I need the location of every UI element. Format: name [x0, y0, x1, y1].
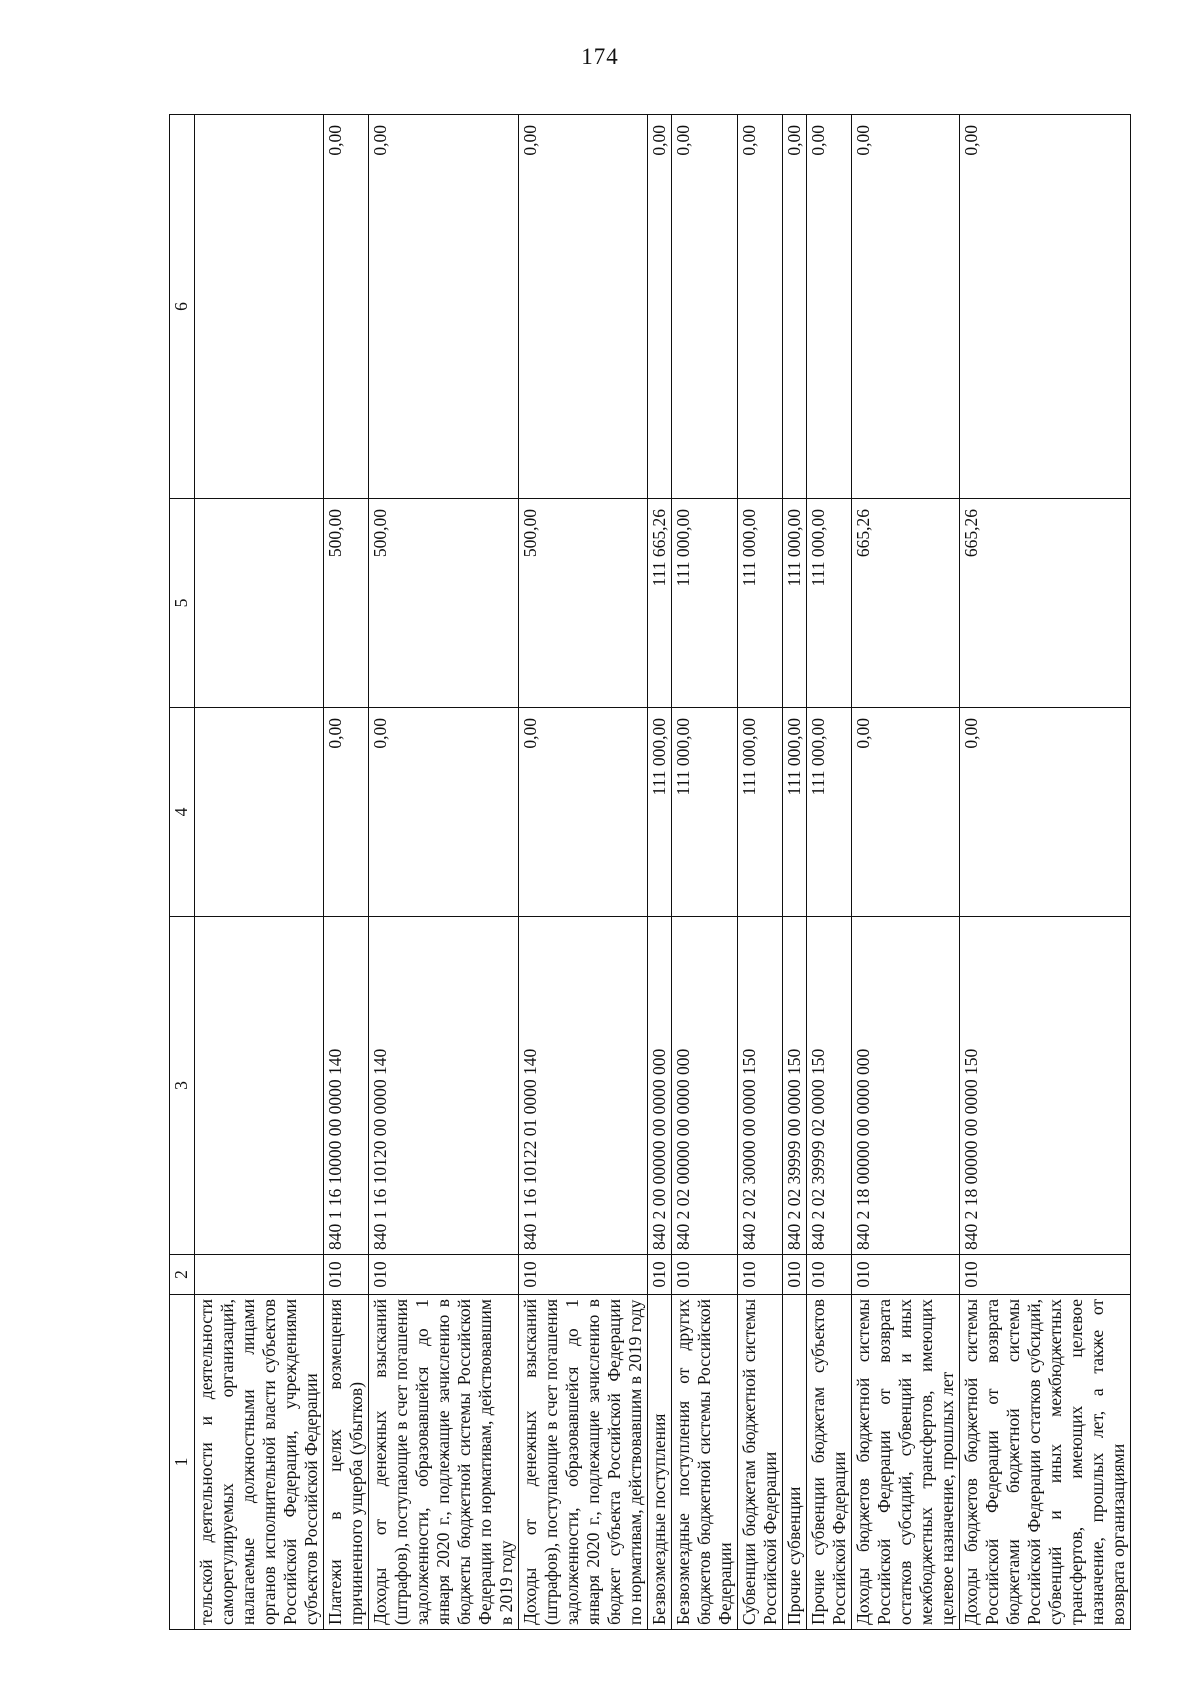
table-row: [369, 115, 519, 1630]
row-col4-value: 0,00: [369, 708, 519, 917]
row-admin-code: 010: [369, 1255, 519, 1295]
row-budget-code: [195, 917, 324, 1255]
row-admin-code: 010: [783, 1255, 807, 1295]
row-budget-code: 840 2 02 39999 00 0000 150: [783, 917, 807, 1255]
row-col5-value: [195, 499, 324, 708]
row-name: Доходы бюджетов бюджетной системы Российской Федерации от возврата бюджетами бюджетной системы Российской Федерации остатков субсидий, субвенций и иных межбюджетных трансфертов, имеющих целевое назначение, прошлых лет, а также от возврата организациями: [960, 1295, 1131, 1630]
row-admin-code: [195, 1255, 324, 1295]
row-name: Безвозмездные поступления: [648, 1295, 672, 1630]
row-col5-value: 500,00: [369, 499, 519, 708]
row-budget-code: 840 2 02 30000 00 0000 150: [738, 917, 783, 1255]
row-col4-value: 0,00: [960, 708, 1131, 917]
row-col5-value: 111 665,26: [648, 499, 672, 708]
row-budget-code: 840 2 02 00000 00 0000 000: [672, 917, 738, 1255]
row-col4-value: 0,00: [519, 708, 648, 917]
table-row: [195, 115, 324, 1630]
row-col6-value: 0,00: [324, 115, 369, 499]
row-name: Доходы от денежных взысканий (штрафов), поступающие в счет погашения задолженности, образовавшейся до 1 января 2020 г., подлежащие зачислению в бюджеты бюджетной системы Российской Федерации по нормативам, действовавшим в 2019 году: [369, 1295, 519, 1630]
table-row: [960, 115, 1131, 1630]
row-budget-code: 840 1 16 10122 01 0000 140: [519, 917, 648, 1255]
row-budget-code: 840 2 18 00000 00 0000 000: [852, 917, 960, 1255]
row-col5-value: 500,00: [324, 499, 369, 708]
table-row: [783, 115, 807, 1630]
row-name: Субвенции бюджетам бюджетной системы Российской Федерации: [738, 1295, 783, 1630]
row-admin-code: 010: [672, 1255, 738, 1295]
row-col6-value: 0,00: [738, 115, 783, 499]
row-col6-value: 0,00: [852, 115, 960, 499]
column-header: 3: [170, 917, 195, 1255]
column-header: 4: [170, 708, 195, 917]
column-header: 5: [170, 499, 195, 708]
row-col6-value: 0,00: [519, 115, 648, 499]
row-col5-value: 500,00: [519, 499, 648, 708]
row-col6-value: 0,00: [369, 115, 519, 499]
row-admin-code: 010: [324, 1255, 369, 1295]
row-col6-value: [195, 115, 324, 499]
table-row: [648, 115, 672, 1630]
row-col4-value: 111 000,00: [648, 708, 672, 917]
budget-revenue-table: [169, 114, 1131, 1630]
table-row: [324, 115, 369, 1630]
row-col5-value: 665,26: [960, 499, 1131, 708]
row-col5-value: 111 000,00: [672, 499, 738, 708]
row-admin-code: 010: [852, 1255, 960, 1295]
row-budget-code: 840 2 00 00000 00 0000 000: [648, 917, 672, 1255]
table-row: [852, 115, 960, 1630]
table-row: [807, 115, 852, 1630]
row-col6-value: 0,00: [648, 115, 672, 499]
row-col4-value: 111 000,00: [738, 708, 783, 917]
row-col5-value: 111 000,00: [807, 499, 852, 708]
row-col6-value: 0,00: [960, 115, 1131, 499]
page-number: 174: [581, 44, 619, 69]
column-header: 6: [170, 115, 195, 499]
table-row: [519, 115, 648, 1630]
row-col6-value: 0,00: [672, 115, 738, 499]
row-admin-code: 010: [738, 1255, 783, 1295]
row-col5-value: 665,26: [852, 499, 960, 708]
row-col5-value: 111 000,00: [783, 499, 807, 708]
row-name: Доходы бюджетов бюджетной системы Российской Федерации от возврата остатков субсидий, субвенций и иных межбюджетных трансфертов, имеющих целевое назначение, прошлых лет: [852, 1295, 960, 1630]
row-name: Прочие субвенции бюджетам субъектов Российской Федерации: [807, 1295, 852, 1630]
column-header: 2: [170, 1255, 195, 1295]
row-name: Прочие субвенции: [783, 1295, 807, 1630]
table-header-row: [170, 115, 195, 1630]
table-row: [672, 115, 738, 1630]
row-admin-code: 010: [960, 1255, 1131, 1295]
row-admin-code: 010: [648, 1255, 672, 1295]
budget-table-container: [169, 115, 1128, 1630]
row-col4-value: 111 000,00: [672, 708, 738, 917]
row-admin-code: 010: [519, 1255, 648, 1295]
column-header: 1: [170, 1295, 195, 1630]
row-name: Платежи в целях возмещения причиненного ущерба (убытков): [324, 1295, 369, 1630]
row-col5-value: 111 000,00: [738, 499, 783, 708]
row-name: Безвозмездные поступления от других бюджетов бюджетной системы Российской Федерации: [672, 1295, 738, 1630]
row-col4-value: 0,00: [852, 708, 960, 917]
row-col4-value: 0,00: [324, 708, 369, 917]
row-budget-code: 840 1 16 10120 00 0000 140: [369, 917, 519, 1255]
row-col4-value: [195, 708, 324, 917]
row-budget-code: 840 2 18 00000 00 0000 150: [960, 917, 1131, 1255]
row-col4-value: 111 000,00: [783, 708, 807, 917]
row-col4-value: 111 000,00: [807, 708, 852, 917]
row-col6-value: 0,00: [807, 115, 852, 499]
row-col6-value: 0,00: [783, 115, 807, 499]
row-budget-code: 840 2 02 39999 02 0000 150: [807, 917, 852, 1255]
row-budget-code: 840 1 16 10000 00 0000 140: [324, 917, 369, 1255]
row-admin-code: 010: [807, 1255, 852, 1295]
table-row: [738, 115, 783, 1630]
row-name: тельской деятельности и деятельности саморегулируемых организаций, налагаемые должностными лицами органов исполнительной власти субъектов Российской Федерации, учреждениями субъектов Российской Федерации: [195, 1295, 324, 1630]
row-name: Доходы от денежных взысканий (штрафов), поступающие в счет погашения задолженности, образовавшейся до 1 января 2020 г., подлежащие зачислению в бюджет субъекта Российской Федерации по нормативам, действовавшим в 2019 году: [519, 1295, 648, 1630]
